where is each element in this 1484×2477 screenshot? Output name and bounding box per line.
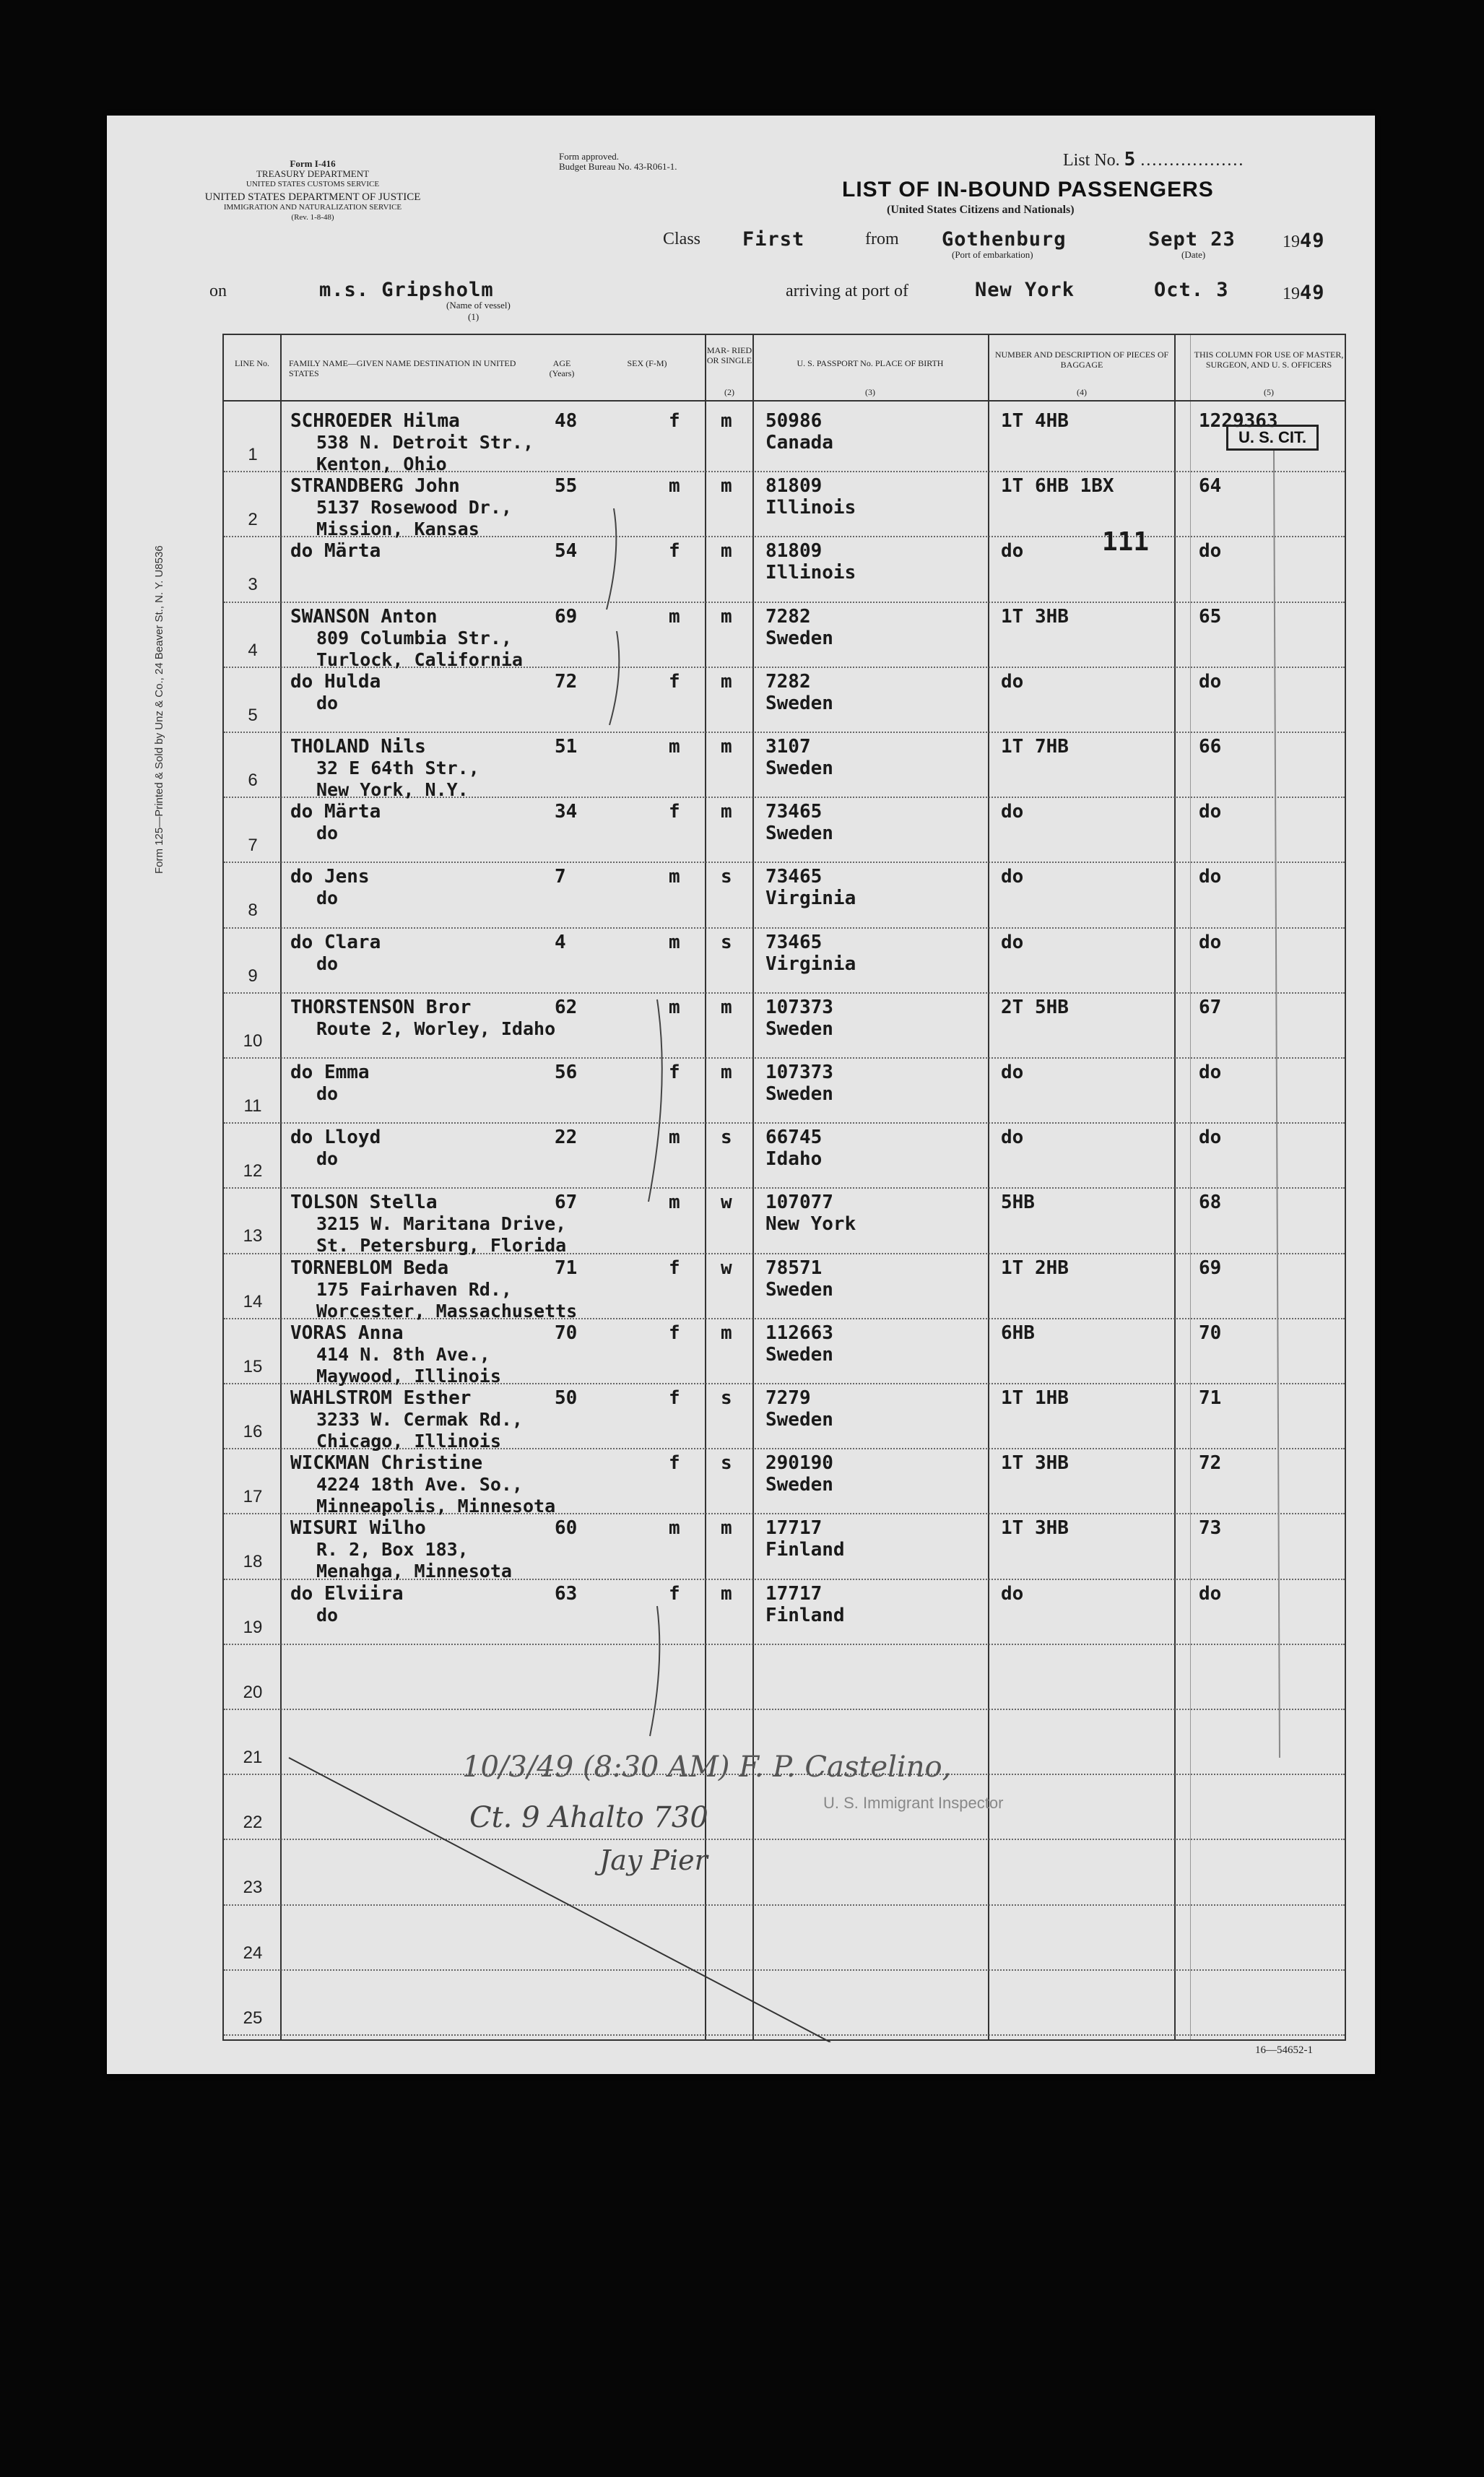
line-number: 20: [243, 1682, 263, 1702]
age: 67: [555, 1192, 578, 1214]
age: 54: [555, 540, 578, 563]
age: 50: [555, 1387, 578, 1409]
document-subtitle: (United States Citizens and Nationals): [887, 204, 1075, 216]
inspector-note-line-1: 10/3/49 (8:30 AM) F. P. Castelino,: [462, 1751, 952, 1784]
passenger-name: do Märta: [290, 540, 381, 563]
baggage: do: [1001, 931, 1024, 953]
age: 56: [555, 1062, 578, 1083]
place-of-birth: Virginia: [765, 888, 856, 910]
officer-column: 72: [1199, 1452, 1222, 1475]
line-number: 22: [243, 1813, 263, 1833]
col-head-passport: U. S. PASSPORT No. PLACE OF BIRTH: [797, 358, 944, 368]
marital-status: m: [721, 1322, 732, 1344]
arrival-year: [1283, 282, 1325, 304]
class-label: Class: [663, 230, 701, 248]
officer-column: do: [1199, 1582, 1222, 1605]
age: 48: [555, 410, 578, 432]
place-of-birth: Sweden: [765, 758, 833, 779]
destination-address: do: [316, 1083, 339, 1104]
baggage: 1T 1HB: [1001, 1387, 1069, 1409]
passport-number: 7282: [765, 670, 811, 693]
arrival-date: Oct. 3: [1154, 279, 1229, 301]
passenger-name: WICKMAN Christine: [290, 1452, 483, 1475]
passport-number: 81809: [765, 540, 823, 563]
marital-status: w: [721, 1192, 732, 1214]
line-number: 10: [243, 1031, 263, 1051]
list-no-dots: ..................: [1140, 151, 1245, 170]
inspector-note-line-4: Jay Pier: [599, 1844, 708, 1876]
port-embark-caption: (Port of embarkation): [952, 249, 1033, 260]
destination-address: 414 N. 8th Ave.,: [316, 1343, 490, 1365]
age: 34: [555, 801, 578, 823]
baggage: 1T 4HB: [1001, 410, 1069, 432]
line-number: 19: [243, 1617, 263, 1637]
marital-status: m: [721, 1517, 732, 1540]
marital-status: m: [721, 475, 732, 498]
place-of-birth: Sweden: [765, 1018, 833, 1040]
place-of-birth: Sweden: [765, 1278, 833, 1301]
sex: f: [669, 1387, 680, 1409]
sex: f: [669, 1322, 680, 1344]
passport-number: 17717: [765, 1582, 823, 1605]
line-number: 24: [243, 1943, 263, 1963]
on-label: on: [209, 282, 227, 300]
officer-column: do: [1199, 1062, 1222, 1083]
passenger-name: do Jens: [290, 866, 370, 888]
age: 72: [555, 670, 578, 693]
side-print: Form 125—Printed & Sold by Unz & Co., 24 Beaver St., N. Y. U8536: [153, 545, 165, 874]
col-head-sex: SEX (F-M): [627, 358, 667, 368]
officer-column: do: [1199, 1127, 1222, 1149]
passenger-name: SCHROEDER Hilma: [290, 410, 460, 432]
officer-column: 71: [1199, 1387, 1222, 1409]
marital-status: m: [721, 410, 732, 432]
document-title: LIST OF IN-BOUND PASSENGERS: [842, 178, 1214, 201]
baggage: 1T 3HB: [1001, 605, 1069, 628]
sex: m: [669, 736, 680, 758]
place-of-birth: Sweden: [765, 692, 833, 714]
line-number: 18: [243, 1552, 263, 1572]
sex: m: [669, 866, 680, 888]
footer-code: 16—54652-1: [1255, 2044, 1313, 2056]
marital-status: s: [721, 1127, 732, 1149]
baggage: 2T 5HB: [1001, 996, 1069, 1018]
sex: m: [669, 605, 680, 628]
officer-column: 73: [1199, 1517, 1222, 1540]
destination-address: do: [316, 1604, 339, 1626]
passenger-name: do Emma: [290, 1062, 370, 1083]
destination-city: Worcester, Massachusetts: [316, 1300, 578, 1322]
place-of-birth: Finland: [765, 1539, 845, 1561]
sex: f: [669, 801, 680, 823]
sex: m: [669, 1192, 680, 1214]
sex: f: [669, 670, 680, 693]
col-head-name: FAMILY NAME—GIVEN NAME DESTINATION IN UNITED STATES: [289, 358, 516, 378]
vertical-tally-line: [1274, 451, 1280, 1758]
passport-number: 73465: [765, 801, 823, 823]
passport-number: 290190: [765, 1452, 833, 1475]
list-no: [1063, 149, 1244, 170]
us-citizen-stamp: U. S. CIT.: [1226, 425, 1319, 451]
officer-column: do: [1199, 670, 1222, 693]
line-number: 11: [243, 1096, 262, 1116]
handwriting-overlay: [224, 335, 1348, 2042]
col-head-age: AGE (Years): [549, 358, 575, 378]
place-of-birth: Sweden: [765, 1474, 833, 1496]
baggage: 5HB: [1001, 1192, 1035, 1214]
passport-number: 66745: [765, 1127, 823, 1149]
line-number: 23: [243, 1878, 263, 1898]
revision: (Rev. 1-8-48): [291, 213, 334, 222]
officer-column: 67: [1199, 996, 1222, 1018]
bracket-mark: [609, 631, 619, 725]
age: 7: [555, 866, 566, 888]
sex: m: [669, 1127, 680, 1149]
baggage: 6HB: [1001, 1322, 1035, 1344]
destination-address: 5137 Rosewood Dr.,: [316, 497, 512, 519]
passenger-name: THOLAND Nils: [290, 736, 426, 758]
passenger-name: TOLSON Stella: [290, 1192, 438, 1214]
bracket-mark: [607, 508, 616, 610]
inspector-note-line-3: Ct. 9 Ahalto 730: [469, 1801, 708, 1834]
baggage: do: [1001, 1062, 1024, 1083]
destination-city: Maywood, Illinois: [316, 1365, 501, 1387]
form-number: Form I-416: [290, 158, 336, 169]
departure-year: [1283, 230, 1325, 252]
place-of-birth: New York: [765, 1213, 856, 1236]
budget-bureau: Budget Bureau No. 43-R061-1.: [559, 161, 677, 172]
passport-number: 78571: [765, 1257, 823, 1279]
place-of-birth: Sweden: [765, 1083, 833, 1105]
line-number: 7: [248, 836, 258, 856]
line-number: 15: [243, 1356, 263, 1376]
age: 51: [555, 736, 578, 758]
place-of-birth: Illinois: [765, 497, 856, 519]
arriving-label: arriving at port of: [786, 282, 908, 300]
date-caption: (Date): [1181, 249, 1206, 260]
destination-address: 32 E 64th Str.,: [316, 758, 480, 778]
year-prefix: 19: [1283, 233, 1300, 251]
passport-number: 3107: [765, 736, 811, 758]
marital-status: s: [721, 1387, 732, 1409]
line-number: 21: [243, 1748, 263, 1767]
col-num-2: (2): [724, 387, 734, 397]
line-number: 6: [248, 771, 258, 790]
treasury-dept: TREASURY DEPARTMENT: [256, 168, 370, 179]
passenger-name: do Clara: [290, 931, 381, 953]
marital-status: s: [721, 1452, 732, 1475]
agency-block: [194, 159, 432, 222]
manifest-sheet: [107, 116, 1375, 2074]
destination-address: do: [316, 953, 339, 974]
place-of-birth: Sweden: [765, 1343, 833, 1366]
age: 70: [555, 1322, 578, 1344]
officer-column: 66: [1199, 736, 1222, 758]
inspector-note-line-2: U. S. Immigrant Inspector: [823, 1794, 1004, 1812]
officer-column: do: [1199, 801, 1222, 823]
destination-city: Minneapolis, Minnesota: [316, 1496, 556, 1517]
officer-column: do: [1199, 931, 1222, 953]
age: 22: [555, 1127, 578, 1149]
bracket-mark: [648, 999, 662, 1202]
place-of-birth: Sweden: [765, 823, 833, 845]
col-num-4: (4): [1077, 387, 1087, 397]
sex: m: [669, 996, 680, 1018]
passport-number: 50986: [765, 410, 823, 432]
baggage: 1T 7HB: [1001, 736, 1069, 758]
col-num-3: (3): [865, 387, 875, 397]
line-number: 5: [248, 705, 258, 725]
passport-number: 112663: [765, 1322, 833, 1344]
col-head-married: MAR- RIED OR SINGLE: [706, 345, 752, 365]
departure-date: Sept 23: [1148, 228, 1236, 251]
col-head-baggage: NUMBER AND DESCRIPTION OF PIECES OF BAGGAGE: [994, 350, 1169, 370]
marital-status: m: [721, 540, 732, 563]
destination-address: do: [316, 823, 339, 844]
passenger-name: do Hulda: [290, 670, 381, 693]
passenger-name: do Lloyd: [290, 1127, 381, 1149]
destination-city: Menahga, Minnesota: [316, 1561, 512, 1582]
passport-number: 17717: [765, 1517, 823, 1540]
destination-city: New York, N.Y.: [316, 779, 469, 800]
line-number: 16: [243, 1422, 263, 1441]
doj: UNITED STATES DEPARTMENT OF JUSTICE: [204, 191, 421, 203]
age: 55: [555, 475, 578, 498]
passenger-name: do Elviira: [290, 1582, 404, 1605]
year-prefix: 19: [1283, 285, 1300, 303]
baggage: 1T 2HB: [1001, 1257, 1069, 1279]
col-head-officers: THIS COLUMN FOR USE OF MASTER, SURGEON, AND U. S. OFFICERS: [1194, 350, 1344, 370]
baggage: do: [1001, 801, 1024, 823]
sex: f: [669, 1257, 680, 1279]
from-label: from: [865, 230, 899, 248]
line-number: 8: [248, 901, 258, 921]
customs-service: UNITED STATES CUSTOMS SERVICE: [246, 180, 380, 188]
line-number: 14: [243, 1291, 263, 1311]
passport-number: 7282: [765, 605, 811, 628]
marital-status: m: [721, 670, 732, 693]
passport-number: 81809: [765, 475, 823, 498]
place-of-birth: Sweden: [765, 627, 833, 649]
marital-status: s: [721, 931, 732, 953]
sex: f: [669, 1582, 680, 1605]
age: 63: [555, 1582, 578, 1605]
age: 4: [555, 931, 566, 953]
destination-city: Turlock, California: [316, 648, 523, 670]
col-head-line: LINE No.: [235, 358, 269, 368]
baggage: 1T 3HB: [1001, 1517, 1069, 1540]
vessel-col-number: (1): [468, 311, 480, 322]
passenger-name: WISURI Wilho: [290, 1517, 426, 1540]
class-value: First: [742, 228, 805, 251]
place-of-birth: Canada: [765, 432, 833, 454]
baggage: do: [1001, 540, 1024, 563]
destination-city: Kenton, Ohio: [316, 454, 447, 474]
baggage: do: [1001, 1582, 1024, 1605]
sex: f: [669, 1452, 680, 1475]
baggage: 1T 6HB 1BX: [1001, 475, 1114, 498]
officer-column: 69: [1199, 1257, 1222, 1279]
line-number: 4: [248, 640, 258, 660]
baggage: do: [1001, 866, 1024, 888]
place-of-birth: Virginia: [765, 953, 856, 975]
line-number: 17: [243, 1487, 263, 1507]
marital-status: m: [721, 1062, 732, 1083]
age: 71: [555, 1257, 578, 1279]
passenger-name: STRANDBERG John: [290, 475, 460, 498]
handwritten-111: 111: [1102, 527, 1150, 557]
officer-column: do: [1199, 540, 1222, 563]
sex: m: [669, 931, 680, 953]
baggage: do: [1001, 1127, 1024, 1149]
destination-address: 538 N. Detroit Str.,: [316, 432, 534, 453]
destination-address: 4224 18th Ave. So.,: [316, 1474, 523, 1496]
bracket-mark: [650, 1606, 659, 1736]
passport-number: 73465: [765, 931, 823, 953]
vessel-name: m.s. Gripsholm: [319, 279, 494, 301]
passenger-name: VORAS Anna: [290, 1322, 404, 1344]
line-number: 13: [243, 1226, 263, 1246]
line-number: 1: [248, 445, 258, 464]
arrival-port: New York: [975, 279, 1075, 301]
passenger-name: TORNEBLOM Beda: [290, 1257, 449, 1279]
destination-address: do: [316, 888, 339, 909]
line-number: 12: [243, 1161, 263, 1181]
marital-status: m: [721, 1582, 732, 1605]
place-of-birth: Illinois: [765, 562, 856, 584]
age: 60: [555, 1517, 578, 1540]
destination-address: 809 Columbia Str.,: [316, 627, 512, 648]
destination-city: Mission, Kansas: [316, 519, 480, 540]
officer-column: do: [1199, 866, 1222, 888]
destination-city: St. Petersburg, Florida: [316, 1235, 567, 1257]
passport-number: 107077: [765, 1192, 833, 1214]
place-of-birth: Idaho: [765, 1148, 823, 1171]
approval-block: [559, 152, 677, 172]
marital-status: m: [721, 605, 732, 628]
destination-address: Route 2, Worley, Idaho: [316, 1018, 556, 1039]
passport-number: 107373: [765, 996, 833, 1018]
passenger-table: [222, 334, 1346, 2041]
officer-column: 65: [1199, 605, 1222, 628]
marital-status: m: [721, 801, 732, 823]
line-number: 9: [248, 966, 258, 986]
list-no-value: 5: [1124, 149, 1137, 170]
destination-address: do: [316, 692, 339, 713]
baggage: do: [1001, 670, 1024, 693]
place-of-birth: Sweden: [765, 1409, 833, 1431]
marital-status: m: [721, 996, 732, 1018]
marital-status: w: [721, 1257, 732, 1279]
marital-status: s: [721, 866, 732, 888]
destination-address: 3233 W. Cermak Rd.,: [316, 1409, 523, 1430]
form-approved: Form approved.: [559, 151, 620, 162]
passenger-name: SWANSON Anton: [290, 605, 438, 628]
sex: m: [669, 1517, 680, 1540]
passenger-name: do Märta: [290, 801, 381, 823]
age: 62: [555, 996, 578, 1018]
sex: f: [669, 410, 680, 432]
destination-address: R. 2, Box 183,: [316, 1539, 469, 1561]
passport-number: 73465: [765, 866, 823, 888]
list-no-label: List No.: [1063, 151, 1120, 170]
port-of-embarkation: Gothenburg: [942, 228, 1067, 251]
passenger-name: WAHLSTROM Esther: [290, 1387, 472, 1409]
ins: IMMIGRATION AND NATURALIZATION SERVICE: [223, 203, 402, 212]
sex: f: [669, 540, 680, 563]
sex: m: [669, 475, 680, 498]
officer-column: 68: [1199, 1192, 1222, 1214]
officer-column: 64: [1199, 475, 1222, 498]
passenger-name: THORSTENSON Bror: [290, 996, 472, 1018]
passport-number: 107373: [765, 1062, 833, 1083]
line-number: 25: [243, 2008, 263, 2028]
vessel-caption: (Name of vessel): [446, 300, 511, 311]
col-num-5: (5): [1264, 387, 1274, 397]
destination-address: do: [316, 1148, 339, 1170]
age: 69: [555, 605, 578, 628]
year-value: 49: [1300, 230, 1325, 252]
officer-column: 70: [1199, 1322, 1222, 1344]
baggage: 1T 3HB: [1001, 1452, 1069, 1475]
destination-address: 175 Fairhaven Rd.,: [316, 1278, 512, 1300]
passport-number: 7279: [765, 1387, 811, 1409]
sex: f: [669, 1062, 680, 1083]
destination-city: Chicago, Illinois: [316, 1431, 501, 1452]
destination-address: 3215 W. Maritana Drive,: [316, 1213, 567, 1235]
line-number: 3: [248, 575, 258, 595]
place-of-birth: Finland: [765, 1604, 845, 1626]
line-number: 2: [248, 510, 258, 530]
year-value: 49: [1300, 282, 1325, 304]
marital-status: m: [721, 736, 732, 758]
officer-column: 1229363: [1199, 410, 1278, 432]
